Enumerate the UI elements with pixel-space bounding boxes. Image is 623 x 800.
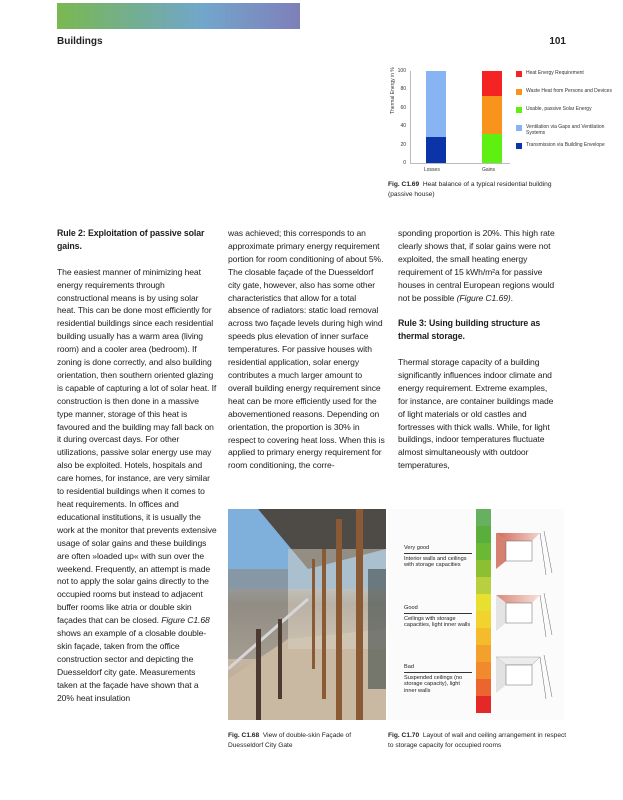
text-column-2: [228, 227, 386, 472]
caption-label: Fig. C1.70: [388, 732, 420, 739]
y-tick-label: 100: [397, 68, 406, 74]
y-tick-label: 60: [400, 104, 406, 111]
figure-reference-c169[interactable]: (Figure C1.69): [456, 292, 511, 303]
bar-segment: [482, 71, 502, 96]
scale-step: [476, 560, 491, 577]
room-sketch-very-good: [496, 531, 558, 579]
legend-label: Ventilation via Gaps and Ventilation Systems: [526, 124, 605, 136]
caption-text: View of double-skin Façade of Duesseldorf City Gate: [228, 732, 352, 749]
figure-c170-caption: [388, 731, 568, 751]
legend-label: Usable, passive Solar Energy: [526, 106, 592, 112]
bar-segment: [426, 71, 446, 137]
legend-swatch: [516, 89, 522, 95]
rating-color-scale: [476, 509, 491, 714]
paragraph-continuation: was achieved; this corresponds to an approximate primary energy requirement portion for room conditioning of about 5%. The closable façade of the Duesseldorf city gate, however, also has some other characteristics that allow for a total absence of radiators: static load removal across two façade levels during high wind speeds plus elevation of inner surface temperatures. For passive houses with residential application, solar energy contributes a much larger amount to overall building energy requirement since heat can be more efficiently used for the abovementioned reasons. Depending on orientation, the proportion is 30% in respect to covering heat loss. When this is applied to primary energy requirement for room conditioning, the corre-: [228, 228, 385, 471]
paragraph-rule-2: [57, 266, 217, 705]
chart-y-axis: [410, 71, 411, 164]
legend-item: [516, 142, 616, 160]
legend-swatch: [516, 107, 522, 113]
caption-text: Layout of wall and ceiling arrangement in respect to storage capacity for occupied rooms: [388, 732, 567, 749]
figure-reference-c168[interactable]: Figure C1.68: [161, 615, 210, 626]
figure-storage-capacity: [388, 509, 564, 720]
rating-good: [404, 605, 472, 629]
legend-swatch: [516, 143, 522, 149]
scale-step: [476, 526, 491, 543]
rating-description: Suspended ceilings (no storage capacity), light inner walls: [404, 674, 463, 694]
rating-very-good: [404, 545, 472, 569]
rating-description: Interior walls and ceilings with storage capacities: [404, 555, 467, 568]
legend-item: [516, 124, 616, 142]
rating-bad: [404, 664, 472, 694]
heading-rule-3: Rule 3: Using building structure as thermal storage.: [398, 318, 541, 342]
legend-swatch: [516, 71, 522, 77]
rating-label: Very good: [404, 545, 472, 554]
y-tick-label: 40: [400, 123, 406, 130]
figure-c168-caption: [228, 731, 388, 751]
rating-label: Bad: [404, 664, 472, 673]
text-run: shows an example of a closable double-skin façade, taken from the office construction sector and depicting the Duesseldorf city gate. Measurements taken at the façade have shown that a 20% heat insulation: [57, 628, 207, 703]
scale-step: [476, 611, 491, 628]
paragraph-rule-3: Thermal storage capacity of a building significantly influences indoor climate and energy requirement. Extreme examples, for instance, are container buildings made of light materials or old castles and fortresses with thick walls. While, for light buildings, indoor temperatures fluctuate almost simultaneously with outdoor temperatures,: [398, 357, 554, 471]
scale-step: [476, 628, 491, 645]
scale-step: [476, 696, 491, 713]
x-label-gains: Gains: [482, 167, 496, 173]
room-sketch-bad: [496, 655, 558, 703]
paragraph-conclusion: [398, 227, 558, 304]
caption-text: Heat balance of a typical residential building (passive house): [388, 181, 552, 198]
legend-label: Transmission via Building Envelope: [526, 142, 605, 148]
legend-item: [516, 88, 616, 106]
bar-segment: [426, 137, 446, 163]
scale-step: [476, 594, 491, 611]
legend-item: [516, 106, 616, 124]
caption-label: Fig. C1.68: [228, 732, 260, 739]
heading-rule-2: Rule 2: Exploitation of passive solar gains.: [57, 228, 205, 251]
legend-label: Waste Heat from Persons and Devices: [526, 88, 612, 94]
scale-step: [476, 577, 491, 594]
heat-balance-chart: [388, 66, 618, 174]
photo-double-skin-facade: [228, 509, 386, 720]
legend-item: [516, 70, 616, 88]
room-sketch-good: [496, 593, 558, 641]
x-label-losses: Losses: [424, 167, 440, 173]
legend-swatch: [516, 125, 522, 131]
text-column-3: [398, 227, 558, 472]
scale-step: [476, 662, 491, 679]
text-run: The easiest manner of minimizing heat energy requirements through constructional means is by using solar heat. This can be done most efficiently for residential buildings since each residential building usually has a warm area (living room) and a cooler area (bedroom). If zoning is done correctly, and also building orientation, then southern oriented glazing is capable of capturing a lot of solar heat. If construction is then done in a massive type manner, storage of this heat is favoured and the building may fall back on it during overcast days. For other utilizations, passive solar energy use may also be exploited. Hotels, hospitals and care homes, for instance, are very similar to residential buildings when it comes to heat requirements. In offices and educational institutions, it is usually the work at the monitor that prevents extensive usage of solar gains and these buildings are often »loaded up« with sun over the weekend. Frequently, an attempt is made not to apply the solar gains directly to the occupied rooms but instead to adjacent buffer rooms like atria or double skin façades that can be closed.: [57, 266, 217, 626]
bar-segment: [482, 96, 502, 134]
y-tick-label: 20: [400, 141, 406, 148]
page-number: 101: [549, 36, 566, 47]
y-tick-label: 80: [400, 86, 406, 93]
caption-label: Fig. C1.69: [388, 181, 420, 188]
scale-step: [476, 679, 491, 696]
chart-y-label: Thermal Energy in %: [390, 67, 396, 114]
text-run: .: [510, 292, 513, 303]
text-run: sponding proportion is 20%. This high rate clearly shows that, if solar gains were not exploited, the small heating energy requirement of 15 kWh/m²a for passive houses in central European regions would not be possible: [398, 228, 555, 303]
header-color-banner: [57, 3, 300, 29]
y-tick-label: 0: [403, 160, 406, 166]
running-head-section: Buildings: [57, 36, 103, 47]
figure-c169-caption: [388, 180, 568, 200]
rating-description: Ceilings with storage capacities, light inner walls: [404, 615, 471, 628]
bar-segment: [482, 134, 502, 163]
scale-step: [476, 543, 491, 560]
legend-label: Heat Energy Requirement: [526, 70, 584, 76]
chart-x-axis: [410, 163, 510, 164]
text-column-1: [57, 227, 217, 705]
chart-legend: [516, 70, 616, 160]
scale-step: [476, 509, 491, 526]
rating-label: Good: [404, 605, 472, 614]
scale-step: [476, 645, 491, 662]
